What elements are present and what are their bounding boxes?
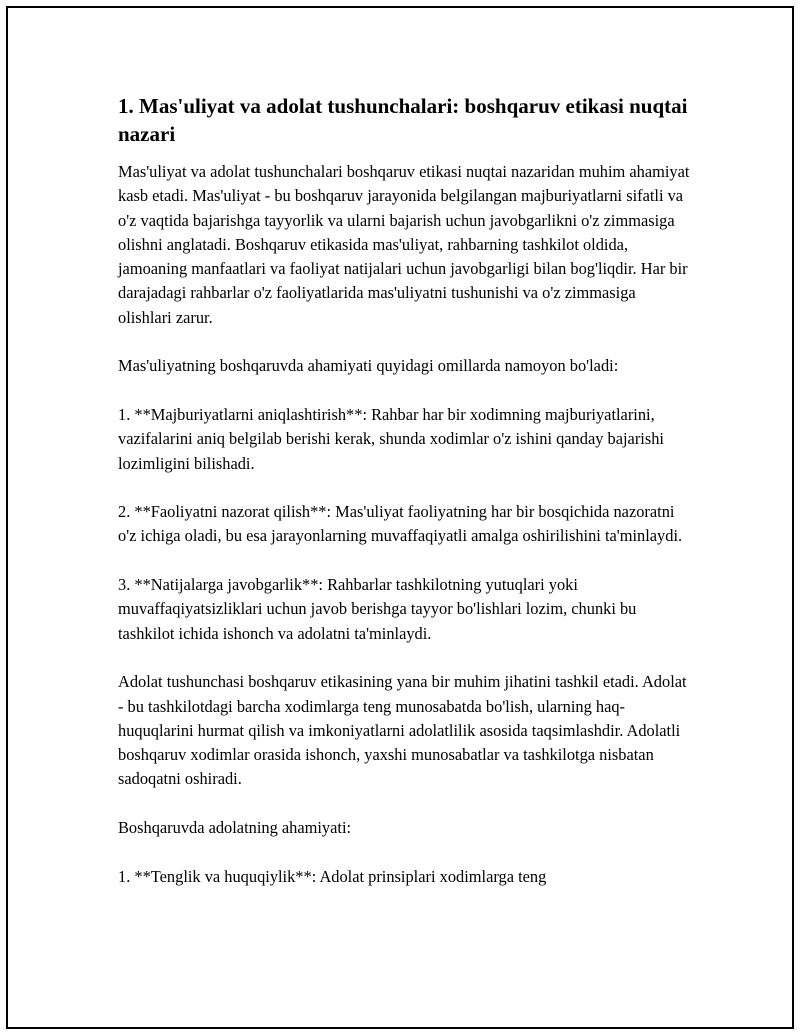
paragraph-justice: Adolat tushunchasi boshqaruv etikasining yana bir muhim jihatini tashkil etadi. Adolat - bu tashkilotdagi barcha xodimlarga teng munosabatda bo'lish, ularning haq-huquqlarini hurmat qilish va imkoniyatlarni adolatlilik asosida taqsimlashdir. Adolatli boshqaruv xodimlar orasida ishonch, yaxshi munosabatlar va tashkilotga nisbatan sadoqatni oshiradi. (118, 672, 687, 789)
list-item-responsibility-3: 3. **Natijalarga javobgarlik**: Rahbarlar tashkilotning yutuqlari yoki muvaffaqiyatsizliklari uchun javob berishga tayyor bo'lishlari lozim, chunki bu tashkilot ichida ishonch va adolatni ta'minlaydi. (118, 575, 637, 643)
list-item-responsibility-2: 2. **Faoliyatni nazorat qilish**: Mas'uliyat faoliyatning har bir bosqichida nazoratni o'z ichiga oladi, bu esa jarayonlarning muvaffaqiyatli amalga oshirilishini ta'minlaydi. (118, 502, 683, 546)
section-heading: 1. Mas'uliyat va adolat tushunchalari: boshqaruv etikasi nuqtai nazari (118, 94, 688, 146)
document-body (118, 92, 693, 913)
paragraph-intro: Mas'uliyat va adolat tushunchalari boshqaruv etikasi nuqtai nazaridan muhim ahamiyat kasb etadi. Mas'uliyat - bu boshqaruv jarayonida belgilangan majburiyatlarni sifatli va o'z vaqtida bajarishga tayyorlik va ularni bajarish uchun javobgarlikni o'z zimmasiga olishni anglatadi. Boshqaruv etikasida mas'uliyat, rahbarning tashkilot oldida, jamoaning manfaatlari va faoliyat natijalari uchun javobgarligi bilan bog'liqdir. Har bir darajadagi rahbarlar o'z faoliyatlarida mas'uliyatni tushunishi va o'z zimmasiga olishlari zarur. (118, 162, 690, 327)
paragraph-justice-lead: Boshqaruvda adolatning ahamiyati: (118, 818, 352, 838)
paragraph-responsibility-lead: Mas'uliyatning boshqaruvda ahamiyati quyidagi omillarda namoyon bo'ladi: (118, 356, 619, 376)
list-item-responsibility-1: 1. **Majburiyatlarni aniqlashtirish**: Rahbar har bir xodimning majburiyatlarini, vazifalarini aniq belgilab berishi kerak, shunda xodimlar o'z ishini qanday bajarishi lozimligini bilishadi. (118, 404, 664, 473)
list-item-justice-1: 1. **Tenglik va huquqiylik**: Adolat prinsiplari xodimlarga teng (118, 866, 547, 886)
